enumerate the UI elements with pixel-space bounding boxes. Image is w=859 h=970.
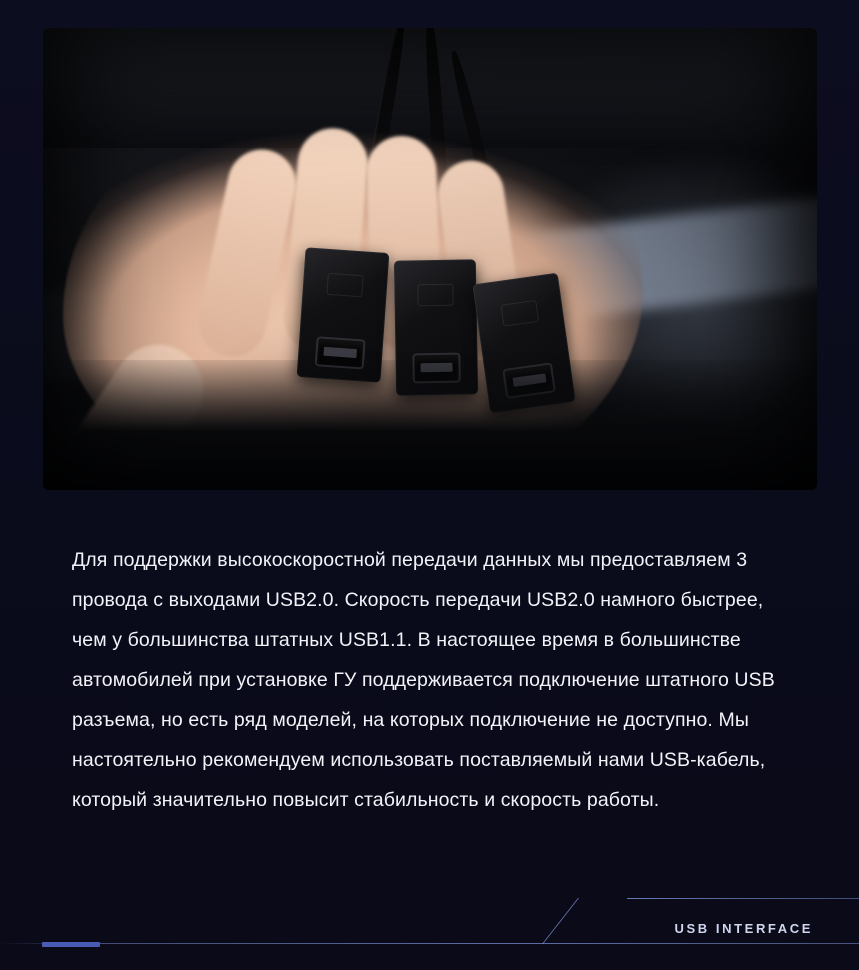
footer-divider [0,943,859,944]
footer-label: USB INTERFACE [674,921,813,936]
description-paragraph: Для поддержки высокоскоростной передачи данных мы предоставляем 3 провода с выходами USB2.0. Скорость передачи USB2.0 намного быстрее, чем у большинства штатных USB1.1. В настоящее время в большинстве автомобилей при установке ГУ поддерживается подключение штатного USB разъема, но есть ряд моделей, на которых подключение не доступно. Мы настоятельно рекомендуем использовать поставляемый нами USB-кабель, который значительно повысит стабильность и скорость работы. [72,549,775,811]
photo-lower-shadow [43,360,817,490]
usb-emboss-2 [417,284,453,307]
usb-emboss-1 [326,273,363,297]
photo-background [43,28,817,490]
usb-cables-photo [43,28,817,490]
footer-accent-bar [42,942,100,947]
usb-emboss-3 [500,300,539,327]
footer [0,892,859,970]
